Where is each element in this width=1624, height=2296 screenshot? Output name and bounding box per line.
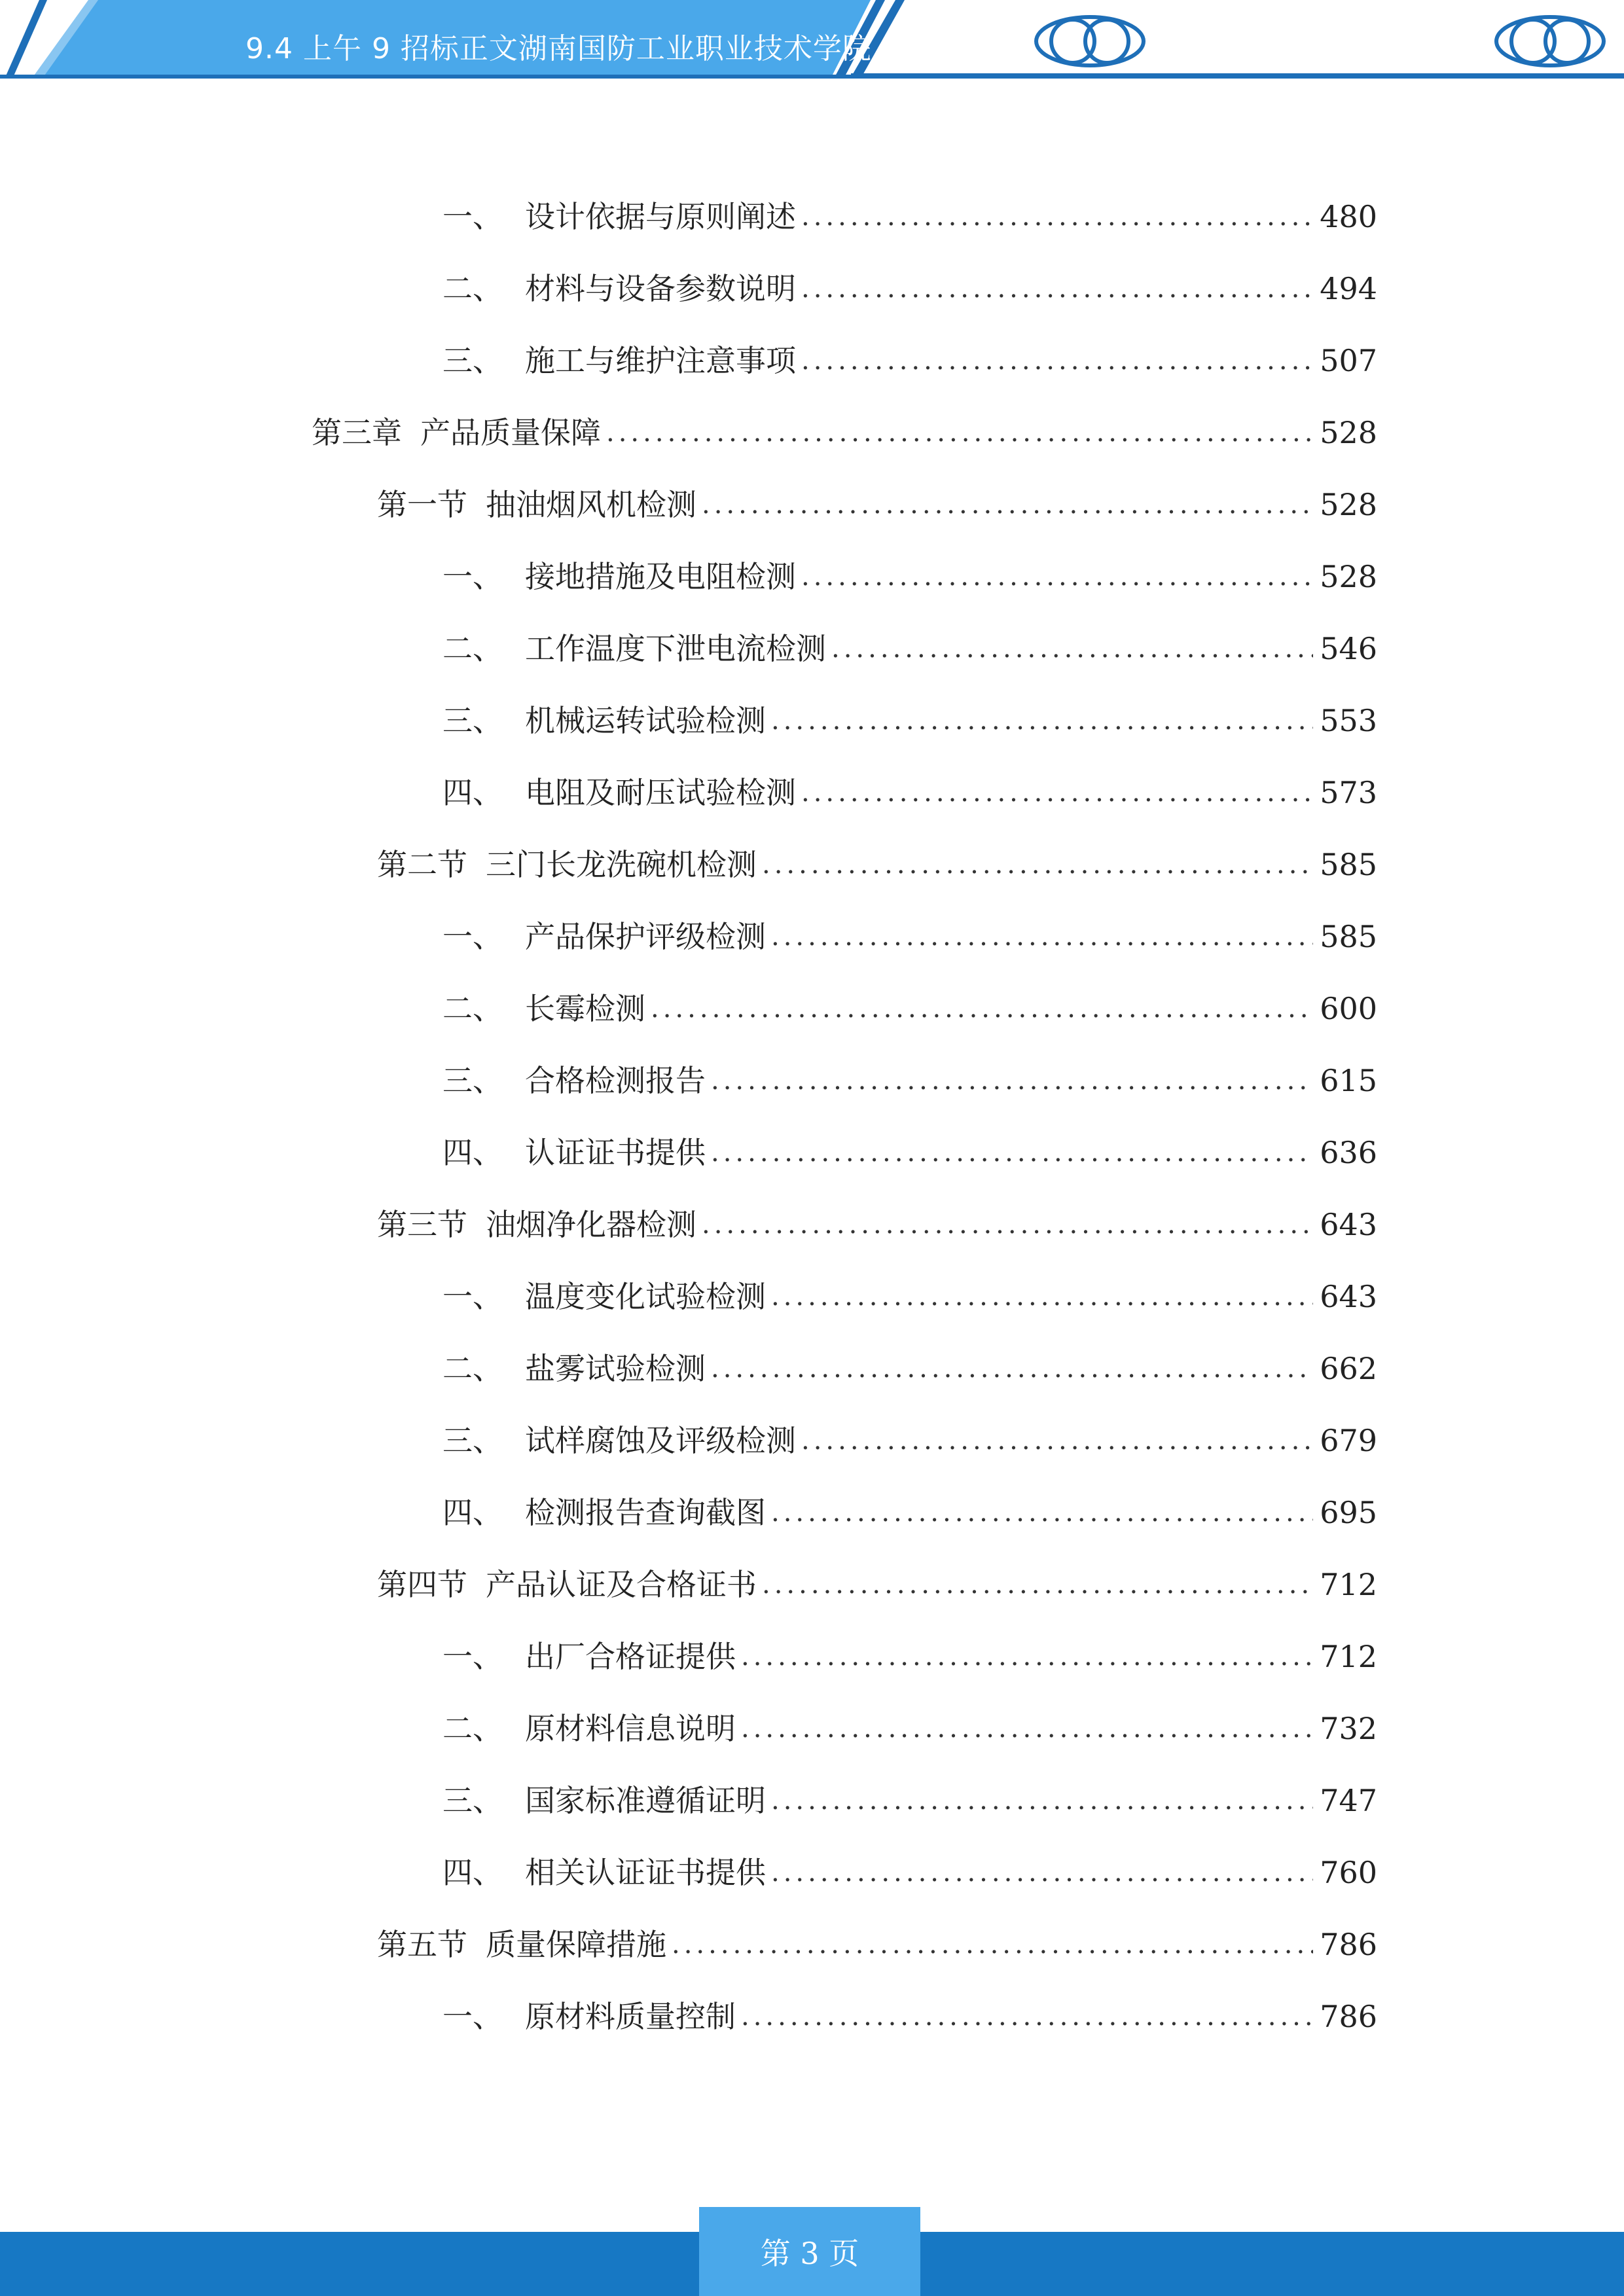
toc-entry[interactable] (442, 1706, 1377, 1751)
toc-entry-title: 认证证书提供 (525, 1135, 706, 1170)
toc-entry[interactable] (442, 1490, 1377, 1535)
toc-entry[interactable] (442, 1634, 1377, 1679)
toc-dot-leader (801, 770, 1313, 816)
page-header (0, 0, 1624, 85)
toc-entry-page: 636 (1320, 1135, 1377, 1170)
toc-entry[interactable] (442, 266, 1377, 312)
toc-entry-number: 一、 (442, 919, 503, 954)
toc-entry[interactable] (377, 1922, 1377, 1967)
toc-entry-number: 一、 (442, 199, 503, 234)
toc-entry-page: 546 (1320, 631, 1377, 666)
toc-entry[interactable] (442, 914, 1377, 960)
toc-entry-title: 相关认证证书提供 (525, 1855, 766, 1890)
toc-entry[interactable] (377, 1562, 1377, 1607)
toc-dot-leader (741, 1706, 1313, 1751)
toc-entry[interactable] (442, 1778, 1377, 1823)
toc-entry-number: 一、 (442, 1999, 503, 2034)
toc-entry-page: 695 (1320, 1495, 1377, 1530)
toc-entry-page: 573 (1320, 775, 1377, 810)
toc-entry-number: 一、 (442, 1639, 503, 1674)
toc-entry[interactable] (442, 338, 1377, 384)
toc-entry[interactable] (442, 1274, 1377, 1319)
toc-entry[interactable] (442, 194, 1377, 240)
toc-entry-title: 抽油烟风机检测 (486, 487, 696, 522)
toc-entry-number: 二、 (442, 631, 503, 666)
toc-entry-number: 四、 (442, 1855, 503, 1890)
toc-entry-title: 油烟净化器检测 (486, 1207, 696, 1242)
toc-entry-title: 检测报告查询截图 (525, 1495, 766, 1530)
toc-entry-page: 679 (1320, 1423, 1377, 1458)
toc-dot-leader (801, 338, 1313, 384)
logo-rings-icon (1491, 12, 1609, 71)
toc-entry-number: 第一节 (377, 487, 467, 522)
toc-entry-page: 760 (1320, 1855, 1377, 1890)
toc-entry-title: 施工与维护注意事项 (525, 343, 796, 378)
toc-entry[interactable] (377, 1202, 1377, 1247)
toc-entry-title: 合格检测报告 (525, 1063, 706, 1098)
toc-entry-number: 一、 (442, 1279, 503, 1314)
toc-entry[interactable] (442, 986, 1377, 1031)
toc-entry-number: 三、 (442, 703, 503, 738)
toc-entry[interactable] (377, 842, 1377, 888)
toc-dot-leader (801, 266, 1313, 312)
toc-entry-number: 三、 (442, 1783, 503, 1818)
toc-entry-number: 四、 (442, 775, 503, 810)
toc-entry[interactable] (442, 1418, 1377, 1463)
toc-entry-title: 机械运转试验检测 (525, 703, 766, 738)
toc-entry[interactable] (377, 482, 1377, 528)
toc-dot-leader (711, 1058, 1313, 1103)
toc-dot-leader (801, 1418, 1313, 1463)
toc-entry-number: 三、 (442, 1423, 503, 1458)
toc-entry[interactable] (442, 770, 1377, 816)
toc-dot-leader (771, 914, 1313, 960)
toc-entry-title: 接地措施及电阻检测 (525, 559, 796, 594)
toc-dot-leader (801, 194, 1313, 240)
toc-entry[interactable] (442, 1130, 1377, 1175)
toc-dot-leader (702, 1202, 1313, 1247)
toc-dot-leader (762, 842, 1313, 888)
toc-entry-page: 643 (1320, 1279, 1377, 1314)
toc-dot-leader (672, 1922, 1313, 1967)
toc-entry-page: 786 (1320, 1927, 1377, 1962)
toc-entry-page: 494 (1320, 271, 1377, 306)
toc-dot-leader (762, 1562, 1313, 1607)
document-title: 9.4 上午 9 招标正文湖南国防工业职业技术学院 (245, 32, 872, 65)
toc-entry-page: 732 (1320, 1711, 1377, 1746)
toc-entry[interactable] (442, 1058, 1377, 1103)
toc-dot-leader (651, 986, 1313, 1031)
toc-entry-title: 材料与设备参数说明 (525, 271, 796, 306)
toc-entry-page: 600 (1320, 991, 1377, 1026)
toc-entry-title: 产品认证及合格证书 (486, 1567, 757, 1602)
toc-entry-number: 第三节 (377, 1207, 467, 1242)
toc-entry-page: 480 (1320, 199, 1377, 234)
toc-entry-number: 第四节 (377, 1567, 467, 1602)
toc-dot-leader (702, 482, 1313, 528)
toc-entry-page: 643 (1320, 1207, 1377, 1242)
toc-entry-title: 原材料信息说明 (525, 1711, 736, 1746)
toc-dot-leader (741, 1994, 1313, 2039)
toc-entry-page: 712 (1320, 1639, 1377, 1674)
toc-entry[interactable] (312, 410, 1377, 456)
toc-entry-title: 试样腐蚀及评级检测 (525, 1423, 796, 1458)
toc-dot-leader (771, 1778, 1313, 1823)
toc-entry-number: 三、 (442, 343, 503, 378)
toc-entry-title: 设计依据与原则阐述 (525, 199, 796, 234)
toc-dot-leader (771, 1490, 1313, 1535)
toc-dot-leader (801, 554, 1313, 600)
toc-entry-page: 615 (1320, 1063, 1377, 1098)
toc-entry[interactable] (442, 1850, 1377, 1895)
toc-entry-number: 二、 (442, 1711, 503, 1746)
toc-entry-number: 二、 (442, 271, 503, 306)
toc-entry-title: 工作温度下泄电流检测 (525, 631, 826, 666)
toc-entry-page: 528 (1320, 487, 1377, 522)
toc-dot-leader (771, 1274, 1313, 1319)
toc-entry-title: 电阻及耐压试验检测 (525, 775, 796, 810)
logo-rings-icon (1031, 12, 1149, 71)
toc-entry-number: 三、 (442, 1063, 503, 1098)
toc-entry-page: 585 (1320, 847, 1377, 882)
toc-entry-page: 507 (1320, 343, 1377, 378)
toc-entry[interactable] (442, 554, 1377, 600)
toc-entry-number: 四、 (442, 1495, 503, 1530)
toc-dot-leader (831, 626, 1313, 672)
toc-entry[interactable] (442, 698, 1377, 744)
toc-entry-number: 第二节 (377, 847, 467, 882)
toc-entry-page: 528 (1320, 559, 1377, 594)
toc-entry-page: 747 (1320, 1783, 1377, 1818)
toc-entry-title: 产品质量保障 (420, 415, 601, 450)
toc-entry-title: 国家标准遵循证明 (525, 1783, 766, 1818)
toc-entry-number: 四、 (442, 1135, 503, 1170)
toc-dot-leader (711, 1130, 1313, 1175)
toc-entry[interactable] (442, 626, 1377, 672)
toc-entry-number: 一、 (442, 559, 503, 594)
toc-entry[interactable] (442, 1994, 1377, 2039)
toc-entry-page: 712 (1320, 1567, 1377, 1602)
toc-entry-title: 长霉检测 (525, 991, 645, 1026)
toc-entry-number: 第五节 (377, 1927, 467, 1962)
toc-entry[interactable] (442, 1346, 1377, 1391)
toc-dot-leader (771, 1850, 1313, 1895)
toc-entry-title: 出厂合格证提供 (525, 1639, 736, 1674)
toc-entry-number: 二、 (442, 991, 503, 1026)
toc-entry-number: 二、 (442, 1351, 503, 1386)
toc-entry-page: 553 (1320, 703, 1377, 738)
toc-entry-title: 盐雾试验检测 (525, 1351, 706, 1386)
toc-dot-leader (711, 1346, 1313, 1391)
toc-entry-page: 528 (1320, 415, 1377, 450)
toc-entry-page: 786 (1320, 1999, 1377, 2034)
toc-entry-title: 三门长龙洗碗机检测 (486, 847, 757, 882)
toc-entry-title: 温度变化试验检测 (525, 1279, 766, 1314)
toc-dot-leader (741, 1634, 1313, 1679)
toc-entry-title: 产品保护评级检测 (525, 919, 766, 954)
page-number: 第 3 页 (699, 2207, 920, 2296)
toc-entry-page: 585 (1320, 919, 1377, 954)
toc-entry-title: 原材料质量控制 (525, 1999, 736, 2034)
toc-entry-page: 662 (1320, 1351, 1377, 1386)
toc-entry-title: 质量保障措施 (486, 1927, 666, 1962)
toc-dot-leader (771, 698, 1313, 744)
toc-entry-number: 第三章 (312, 415, 402, 450)
toc-dot-leader (606, 410, 1313, 456)
